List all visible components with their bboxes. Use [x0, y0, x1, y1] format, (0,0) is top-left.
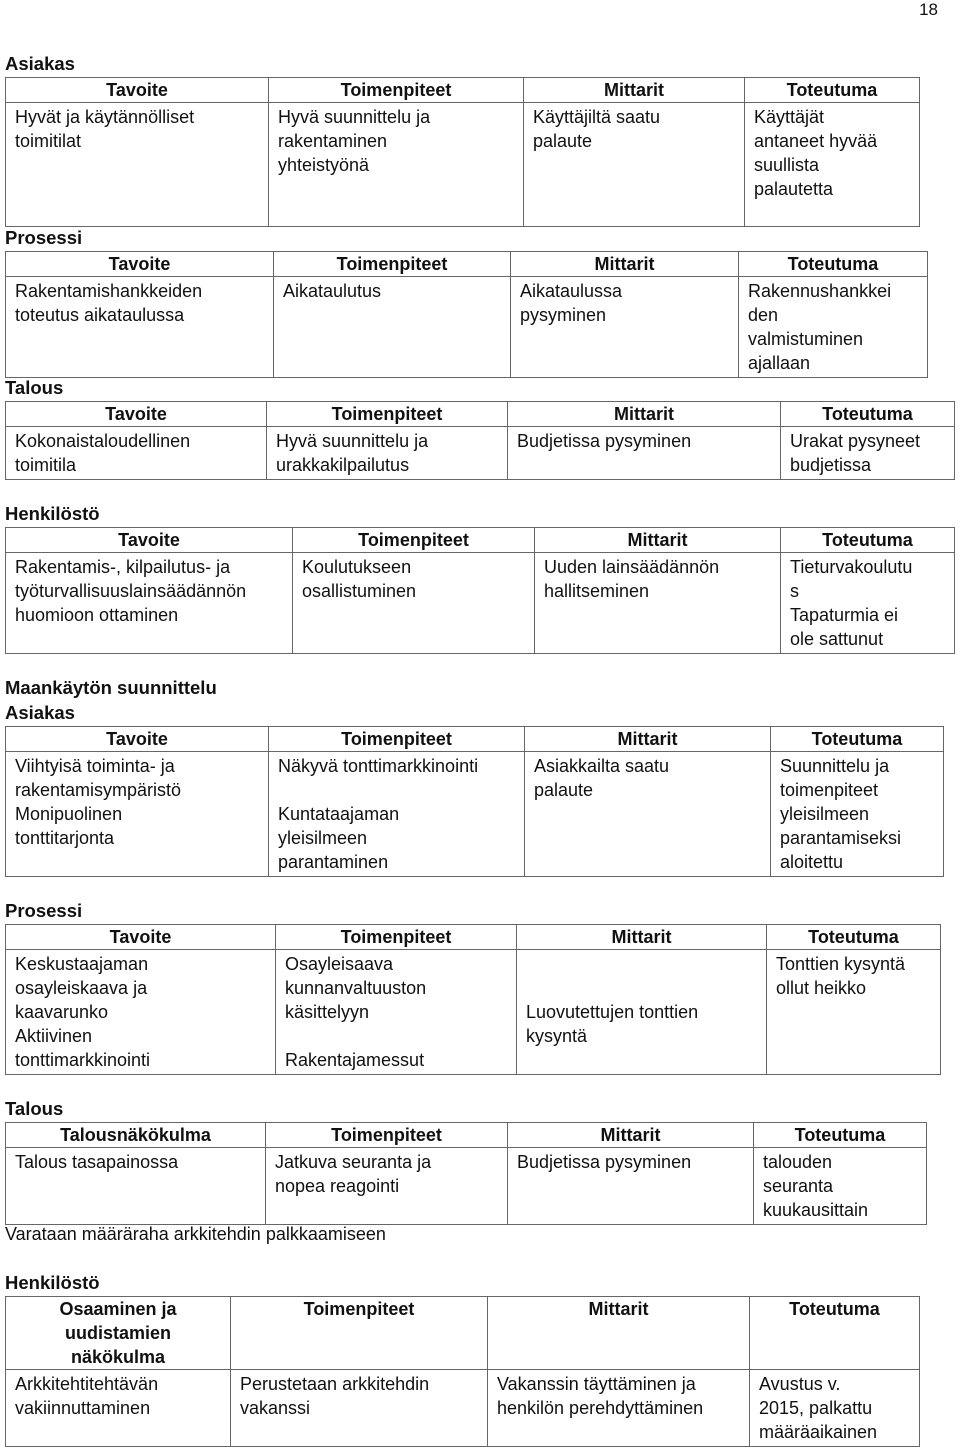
cell-toteutuma: Avustus v. 2015, palkattu määräaikainen: [750, 1370, 920, 1447]
header-mittarit: Mittarit: [517, 925, 767, 950]
cell-tavoite: Hyvät ja käytännölliset toimitilat: [6, 103, 269, 227]
cell-mittarit: Luovutettujen tonttien kysyntä: [517, 950, 767, 1075]
header-osaaminen: Osaaminen ja uudistamien näkökulma: [6, 1297, 231, 1370]
cell-tavoite: Rakentamishankkeiden toteutus aikataulussa: [6, 277, 274, 378]
page-number: 18: [919, 0, 938, 19]
cell-toimenpiteet: Koulutukseen osallistuminen: [293, 553, 535, 654]
table-asiakas: [5, 77, 920, 227]
header-toimenpiteet: Toimenpiteet: [274, 252, 511, 277]
cell-toteutuma: Rakennushankkei den valmistuminen ajallaan: [739, 277, 928, 378]
header-tavoite: Tavoite: [6, 925, 276, 950]
section-title-prosessi-2: Prosessi: [5, 900, 83, 921]
header-tavoite: Tavoite: [6, 402, 267, 427]
cell-mittarit: Budjetissa pysyminen: [508, 427, 781, 480]
header-toteutuma: Toteutuma: [750, 1297, 920, 1370]
cell-toteutuma: Käyttäjät antaneet hyvää suullista palautetta: [745, 103, 920, 227]
cell-osaaminen: Arkkitehtitehtävän vakiinnuttaminen: [6, 1370, 231, 1447]
section-title-talous-2: Talous: [5, 1098, 64, 1119]
header-mittarit: Mittarit: [525, 727, 771, 752]
cell-mittarit: Budjetissa pysyminen: [508, 1148, 754, 1225]
header-mittarit: Mittarit: [508, 1123, 754, 1148]
cell-tavoite: Keskustaajaman osayleiskaava ja kaavarunko Aktiivinen tonttimarkkinointi: [6, 950, 276, 1075]
header-toimenpiteet: Toimenpiteet: [269, 78, 524, 103]
header-tavoite: Tavoite: [6, 78, 269, 103]
cell-mittarit: Uuden lainsäädännön hallitseminen: [535, 553, 781, 654]
table-prosessi-2: [5, 924, 941, 1075]
cell-tavoite: Talous tasapainossa: [6, 1148, 266, 1225]
table-asiakas-2: [5, 726, 944, 877]
table-talous: [5, 401, 955, 480]
cell-toteutuma: Urakat pysyneet budjetissa: [781, 427, 955, 480]
header-toimenpiteet: Toimenpiteet: [276, 925, 517, 950]
header-toteutuma: Toteutuma: [781, 402, 955, 427]
header-toteutuma: Toteutuma: [754, 1123, 927, 1148]
cell-toimenpiteet: Osayleisaava kunnanvaltuuston käsittelyyn Rakentajamessut: [276, 950, 517, 1075]
header-toteutuma: Toteutuma: [767, 925, 941, 950]
header-mittarit: Mittarit: [488, 1297, 750, 1370]
cell-tavoite: Kokonaistaloudellinen toimitila: [6, 427, 267, 480]
header-toimenpiteet: Toimenpiteet: [266, 1123, 508, 1148]
cell-mittarit: Vakanssin täyttäminen ja henkilön perehdyttäminen: [488, 1370, 750, 1447]
table-header-row: [6, 1123, 927, 1148]
table-row: [6, 752, 944, 877]
header-mittarit: Mittarit: [511, 252, 739, 277]
cell-toimenpiteet: Hyvä suunnittelu ja urakkakilpailutus: [267, 427, 508, 480]
table-header-row: [6, 727, 944, 752]
table-row: [6, 277, 928, 378]
table-row: [6, 950, 941, 1075]
table-header-row: [6, 252, 928, 277]
table-henkilosto: [5, 527, 955, 654]
cell-toteutuma: talouden seuranta kuukausittain: [754, 1148, 927, 1225]
table-talous-2: [5, 1122, 927, 1225]
cell-toteutuma: Suunnittelu ja toimenpiteet yleisilmeen parantamiseksi aloitettu: [771, 752, 944, 877]
cell-mittarit: Käyttäjiltä saatu palaute: [524, 103, 745, 227]
table-header-row: [6, 402, 955, 427]
table-row: [6, 1370, 920, 1447]
cell-toimenpiteet: Näkyvä tonttimarkkinointi Kuntataajaman yleisilmeen parantaminen: [269, 752, 525, 877]
cell-toimenpiteet: Jatkuva seuranta ja nopea reagointi: [266, 1148, 508, 1225]
cell-mittarit: Asiakkailta saatu palaute: [525, 752, 771, 877]
header-tavoite: Tavoite: [6, 528, 293, 553]
table-header-row: [6, 925, 941, 950]
header-mittarit: Mittarit: [508, 402, 781, 427]
header-toteutuma: Toteutuma: [739, 252, 928, 277]
section-title-henkilosto: Henkilöstö: [5, 503, 100, 524]
table-row: [6, 1148, 927, 1225]
header-toimenpiteet: Toimenpiteet: [231, 1297, 488, 1370]
header-toimenpiteet: Toimenpiteet: [267, 402, 508, 427]
header-mittarit: Mittarit: [535, 528, 781, 553]
cell-toimenpiteet: Aikataulutus: [274, 277, 511, 378]
table-henkilosto-2: [5, 1296, 920, 1447]
table-header-row: [6, 528, 955, 553]
table-header-row: [6, 78, 920, 103]
section-title-henkilosto-2: Henkilöstö: [5, 1272, 100, 1293]
header-tavoite: Tavoite: [6, 727, 269, 752]
cell-tavoite: Viihtyisä toiminta- ja rakentamisympäristö Monipuolinen tonttitarjonta: [6, 752, 269, 877]
cell-tavoite: Rakentamis-, kilpailutus- ja työturvallisuuslainsäädännön huomioon ottaminen: [6, 553, 293, 654]
header-talousnakokulma: Talousnäkökulma: [6, 1123, 266, 1148]
section-title-talous: Talous: [5, 377, 64, 398]
cell-mittarit: Aikataulussa pysyminen: [511, 277, 739, 378]
cell-toimenpiteet: Hyvä suunnittelu ja rakentaminen yhteistyönä: [269, 103, 524, 227]
cell-toimenpiteet: Perustetaan arkkitehdin vakanssi: [231, 1370, 488, 1447]
talous-note: Varataan määräraha arkkitehdin palkkaamiseen: [5, 1224, 386, 1244]
section-title-asiakas: Asiakas: [5, 53, 75, 74]
header-toimenpiteet: Toimenpiteet: [269, 727, 525, 752]
header-mittarit: Mittarit: [524, 78, 745, 103]
section-title-asiakas-2: Asiakas: [5, 702, 75, 723]
header-toteutuma: Toteutuma: [781, 528, 955, 553]
table-header-row: [6, 1297, 920, 1370]
cell-toteutuma: Tieturvakoulutu s Tapaturmia ei ole sattunut: [781, 553, 955, 654]
header-toteutuma: Toteutuma: [771, 727, 944, 752]
header-toteutuma: Toteutuma: [745, 78, 920, 103]
table-row: [6, 103, 920, 227]
table-prosessi: [5, 251, 928, 378]
table-row: [6, 553, 955, 654]
header-tavoite: Tavoite: [6, 252, 274, 277]
section-title-prosessi: Prosessi: [5, 227, 83, 248]
cell-toteutuma: Tonttien kysyntä ollut heikko: [767, 950, 941, 1075]
section-title-maankaytto: Maankäytön suunnittelu: [5, 677, 217, 698]
header-toimenpiteet: Toimenpiteet: [293, 528, 535, 553]
table-row: [6, 427, 955, 480]
